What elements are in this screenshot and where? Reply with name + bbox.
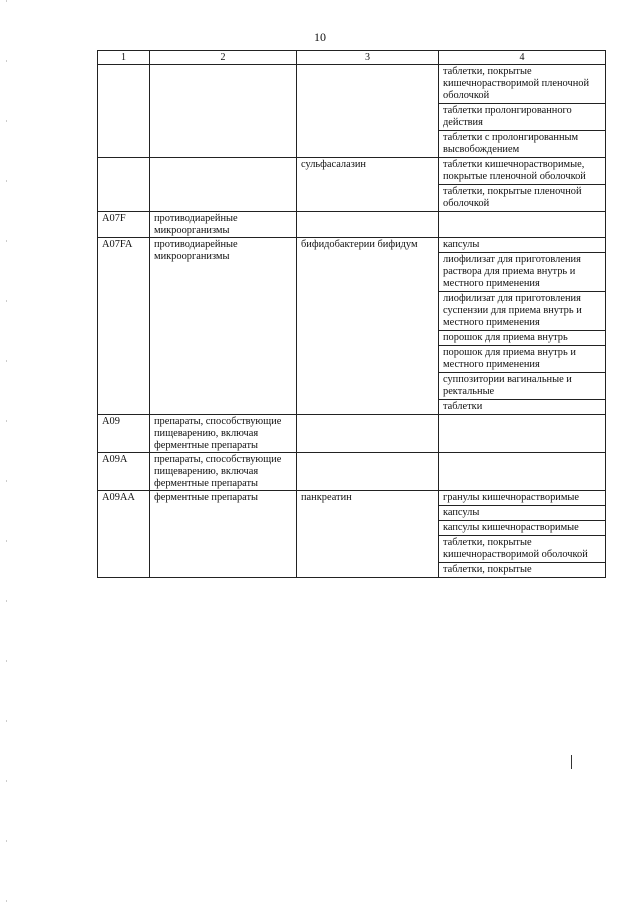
header-col-3: 3 [297,51,439,65]
dosage-forms-list [439,491,605,577]
scan-edge-marks [6,0,7,905]
dosage-form-item: капсулы кишечнорастворимые [439,521,605,536]
dosage-forms-cell [439,238,606,415]
table-row [98,453,606,491]
dosage-form-item: лиофилизат для приготовления суспензии для приема внутрь и местного применения [439,292,605,331]
dosage-forms-cell [439,453,606,491]
header-col-2: 2 [150,51,297,65]
substance-cell: бифидобактерии бифидум [297,238,439,415]
atc-code-cell: A09A [98,453,150,491]
header-col-4: 4 [439,51,606,65]
substance-cell [297,212,439,238]
dosage-form-item [439,415,605,429]
dosage-form-item: лиофилизат для приготовления раствора для приема внутрь и местного применения [439,253,605,292]
dosage-forms-cell [439,415,606,453]
drug-table [97,50,606,578]
table-row [98,212,606,238]
dosage-forms-list [439,212,605,226]
dosage-forms-list [439,415,605,429]
dosage-form-item: таблетки, покрытые кишечнорастворимой пленочной оболочкой [439,65,605,104]
dosage-forms-list [439,453,605,467]
dosage-form-item: таблетки с пролонгированным высвобождением [443,132,579,155]
dosage-form-item [439,212,605,226]
atc-code-cell: A09AA [98,491,150,578]
group-name-cell: препараты, способствующие пищеварению, включая ферментные препараты [150,453,297,491]
substance-cell: панкреатин [297,491,439,578]
group-name-cell [150,158,297,212]
page-number: 10 [314,30,326,44]
dosage-form-item: порошок для приема внутрь [439,331,605,346]
dosage-forms-list [439,65,605,157]
dosage-form-item: таблетки, покрытые пленочной оболочкой [443,186,582,209]
group-name-cell: противодиарейные микроорганизмы [150,238,297,415]
table-row [98,415,606,453]
group-name-cell: противодиарейные микроорганизмы [150,212,297,238]
atc-code-cell: A09 [98,415,150,453]
dosage-form-item: таблетки кишечнорастворимые, покрытые пленочной оболочкой [439,158,605,185]
substance-cell [297,65,439,158]
dosage-forms-list [439,238,605,414]
dosage-forms-list [439,158,605,211]
group-name-cell: препараты, способствующие пищеварению, включая ферментные препараты [150,415,297,453]
substance-cell [297,453,439,491]
group-name-cell: ферментные препараты [150,491,297,578]
dosage-form-item: таблетки, покрытые кишечнорастворимой оболочкой [439,536,605,563]
dosage-forms-cell [439,65,606,158]
dosage-forms-cell [439,491,606,578]
dosage-forms-cell [439,212,606,238]
dosage-form-item: гранулы кишечнорастворимые [439,491,605,506]
dosage-form-item: таблетки пролонгированного действия [439,104,605,131]
dosage-form-item: порошок для приема внутрь и местного применения [439,346,605,373]
atc-code-cell [98,158,150,212]
header-col-1: 1 [98,51,150,65]
table-row [98,491,606,578]
dosage-form-item: капсулы [439,506,605,521]
atc-code-cell [98,65,150,158]
dosage-forms-cell [439,158,606,212]
dosage-form-item: капсулы [439,238,605,253]
dosage-form-item: таблетки, покрытые [443,564,532,575]
table-row [98,158,606,212]
dosage-form-item: суппозитории вагинальные и ректальные [439,373,605,400]
table-header-row [98,51,606,65]
table-row [98,65,606,158]
group-name-cell [150,65,297,158]
table-body [98,65,606,578]
dosage-form-item [439,453,605,467]
substance-cell: сульфасалазин [297,158,439,212]
dosage-form-item: таблетки [443,401,483,412]
atc-code-cell: A07FA [98,238,150,415]
margin-mark [571,755,572,769]
substance-cell [297,415,439,453]
atc-code-cell: A07F [98,212,150,238]
table-row [98,238,606,415]
